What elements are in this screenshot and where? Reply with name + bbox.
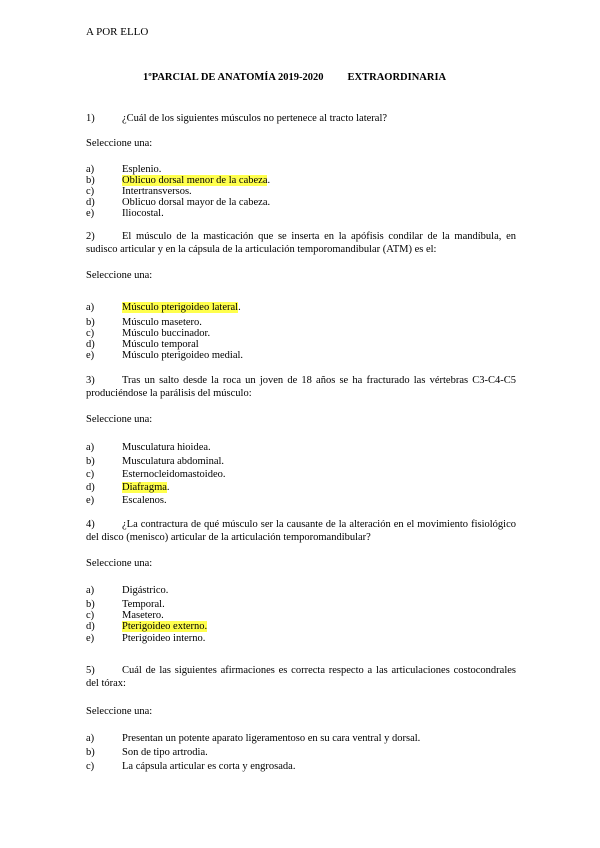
question-3 <box>86 374 516 400</box>
select-label: Seleccione una: <box>86 138 153 149</box>
answer-option[interactable] <box>86 621 207 632</box>
option-text: Iliocostal. <box>122 208 164 219</box>
option-letter: e) <box>86 208 95 219</box>
option-text: Músculo pterigoideo medial. <box>122 350 244 361</box>
option-letter: e) <box>86 350 95 361</box>
answer-option[interactable] <box>86 186 192 197</box>
highlighted-answer: Pterigoideo externo. <box>122 621 208 632</box>
option-letter: c) <box>86 328 95 339</box>
answer-option[interactable] <box>86 328 210 339</box>
option-letter: b) <box>86 175 95 186</box>
question-prompt: El músculo de la masticación que se inserta en la apófisis condilar de la mandíbula, en sudisco articular y en la cápsula de la articulación temporomandibular (ATM) es el: <box>86 231 516 255</box>
option-text: Intertransversos. <box>122 186 192 197</box>
answer-option[interactable] <box>86 442 211 453</box>
question-4 <box>86 518 516 544</box>
option-text: Oblicuo dorsal mayor de la cabeza. <box>122 197 271 208</box>
option-text: Presentan un potente aparato ligeramentoso en su cara ventral y dorsal. <box>122 733 421 744</box>
answer-option[interactable] <box>86 350 243 361</box>
select-label: Seleccione una: <box>86 414 153 425</box>
option-letter: a) <box>86 733 95 744</box>
answer-option[interactable] <box>86 317 202 328</box>
option-letter: a) <box>86 302 95 313</box>
answer-option[interactable] <box>86 585 168 596</box>
question-number: 3) <box>86 375 95 386</box>
option-letter: d) <box>86 482 95 493</box>
answer-option[interactable] <box>86 495 167 506</box>
option-text: Pterigoideo interno. <box>122 633 206 644</box>
exam-title <box>143 72 446 83</box>
option-letter: d) <box>86 197 95 208</box>
question-number: 2) <box>86 231 95 242</box>
option-letter: b) <box>86 747 95 758</box>
question-text <box>86 230 516 256</box>
answer-option[interactable] <box>86 599 165 610</box>
answer-option[interactable] <box>86 610 164 621</box>
exam-title-main: 1ºPARCIAL DE ANATOMÍA 2019-2020 <box>143 72 324 83</box>
exam-title-type: EXTRAORDINARIA <box>347 72 447 83</box>
question-prompt: Cuál de las siguientes afirmaciones es correcta respecto a las articulaciones costocondrales del tórax: <box>86 665 516 689</box>
option-text: Esplenio. <box>122 164 162 175</box>
answer-option[interactable] <box>86 733 420 744</box>
answer-option[interactable] <box>86 208 164 219</box>
option-letter: e) <box>86 633 95 644</box>
option-letter: e) <box>86 495 95 506</box>
answer-option[interactable] <box>86 761 295 772</box>
question-1 <box>86 112 516 125</box>
answer-option[interactable] <box>86 456 224 467</box>
question-number: 4) <box>86 519 95 530</box>
question-text <box>86 664 516 690</box>
highlighted-answer: Oblicuo dorsal menor de la cabeza <box>122 175 268 186</box>
highlighted-answer: Músculo pterigoideo lateral <box>122 302 239 313</box>
option-letter: a) <box>86 585 95 596</box>
option-suffix: . <box>267 175 271 186</box>
answer-option[interactable] <box>86 175 270 186</box>
question-number: 5) <box>86 665 95 676</box>
highlighted-answer: Diafragma <box>122 482 167 493</box>
option-text: Músculo masetero. <box>122 317 202 328</box>
option-letter: a) <box>86 164 95 175</box>
option-text: Esternocleidomastoideo. <box>122 469 226 480</box>
page-header: A POR ELLO <box>86 26 149 38</box>
option-suffix: . <box>238 302 241 313</box>
select-label: Seleccione una: <box>86 558 153 569</box>
question-2 <box>86 230 516 256</box>
option-letter: b) <box>86 317 95 328</box>
option-text: Musculatura hioidea. <box>122 442 211 453</box>
option-suffix: . <box>166 482 170 493</box>
option-letter: b) <box>86 599 95 610</box>
question-text <box>86 518 516 544</box>
question-prompt: Tras un salto desde la roca un joven de 18 años se ha fracturado las vértebras C3-C4-C5 produciéndose la parálisis del músculo: <box>86 375 516 399</box>
option-letter: c) <box>86 610 95 621</box>
answer-option[interactable] <box>86 747 208 758</box>
answer-option[interactable] <box>86 482 170 493</box>
option-letter: c) <box>86 469 95 480</box>
answer-option[interactable] <box>86 164 161 175</box>
option-text: Son de tipo artrodia. <box>122 747 208 758</box>
option-letter: c) <box>86 761 95 772</box>
answer-option[interactable] <box>86 302 241 313</box>
option-text: Escalenos. <box>122 495 167 506</box>
option-text: La cápsula articular es corta y engrosada. <box>122 761 296 772</box>
question-prompt: ¿Cuál de los siguientes músculos no pertenece al tracto lateral? <box>122 113 388 124</box>
answer-option[interactable] <box>86 339 199 350</box>
option-text: Masetero. <box>122 610 164 621</box>
answer-option[interactable] <box>86 197 270 208</box>
question-text <box>86 374 516 400</box>
question-text <box>86 112 516 125</box>
option-letter: a) <box>86 442 95 453</box>
option-text: Temporal. <box>122 599 165 610</box>
option-letter: d) <box>86 339 95 350</box>
select-label: Seleccione una: <box>86 706 153 717</box>
option-text: Musculatura abdominal. <box>122 456 225 467</box>
option-text: Digástrico. <box>122 585 169 596</box>
option-text: Músculo buccinador. <box>122 328 211 339</box>
question-prompt: ¿La contractura de qué músculo ser la causante de la alteración en el movimiento fisiológico del disco (menisco) articular de la articulación temporomandibular? <box>86 519 516 543</box>
option-letter: c) <box>86 186 95 197</box>
option-text: Músculo temporal <box>122 339 199 350</box>
answer-option[interactable] <box>86 633 205 644</box>
question-number: 1) <box>86 113 95 124</box>
option-letter: d) <box>86 621 95 632</box>
answer-option[interactable] <box>86 469 226 480</box>
question-5 <box>86 664 516 690</box>
select-label: Seleccione una: <box>86 270 153 281</box>
option-letter: b) <box>86 456 95 467</box>
